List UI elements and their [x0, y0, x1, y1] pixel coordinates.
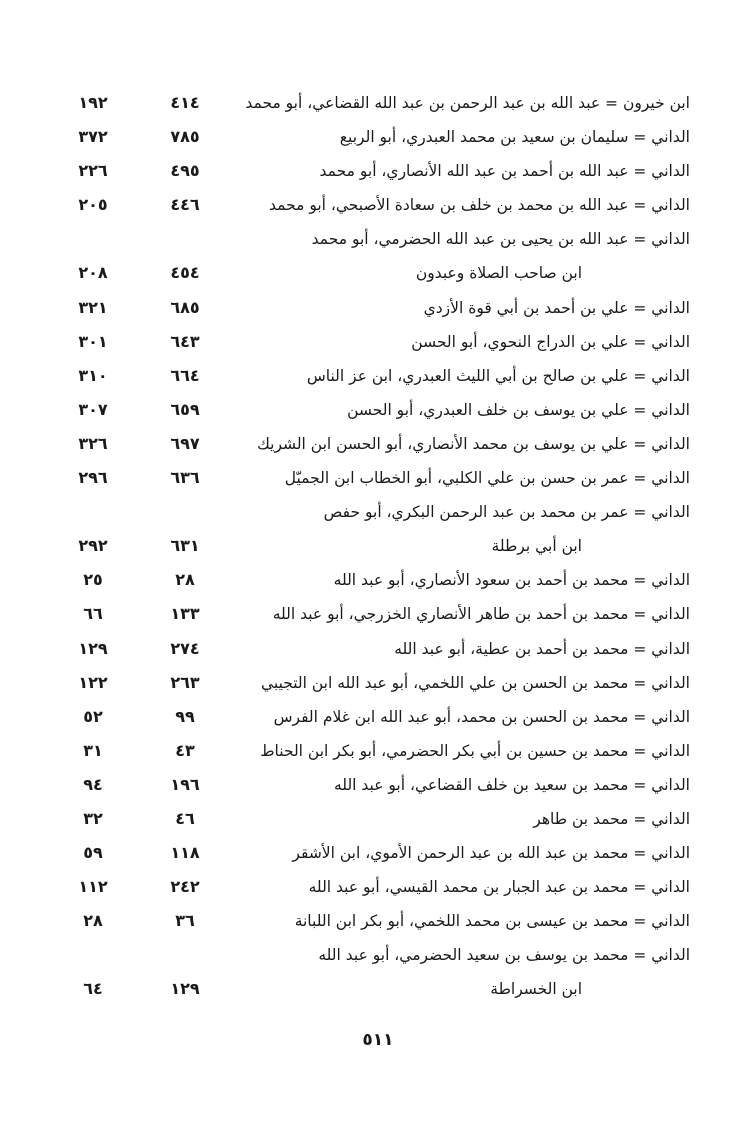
- index-row: [60, 634, 690, 668]
- entry-number: ٤٥٤: [170, 263, 200, 283]
- index-row: [60, 531, 690, 565]
- index-entry-name: الداني = محمد بن عبد الجبار بن محمد القيسي، أبو عبد الله: [308, 878, 690, 897]
- entry-number: ٢٨: [175, 570, 195, 590]
- entry-number: ٦٤٣: [170, 331, 200, 351]
- index-row: [60, 258, 690, 292]
- index-entry-continuation: ابن الخسراطة: [490, 980, 582, 999]
- page-reference: ٢٢٦: [78, 161, 108, 181]
- entry-number: ١٢٩: [170, 979, 200, 999]
- index-entry-name: الداني = محمد بن الحسن بن علي اللخمي، أبو عبد الله ابن التجيبي: [260, 673, 690, 692]
- index-entry-name: الداني = محمد بن الحسن بن محمد، أبو عبد الله ابن غلام الفرس: [273, 707, 690, 726]
- index-entry-name: الداني = محمد بن أحمد بن سعود الأنصاري، أبو عبد الله: [333, 571, 690, 590]
- index-list: [60, 88, 690, 1009]
- index-row: [60, 940, 690, 974]
- entry-number: ٤٤٦: [170, 195, 200, 215]
- index-row: [60, 156, 690, 190]
- index-row: [60, 497, 690, 531]
- index-row: [60, 770, 690, 804]
- entry-number: ٩٩: [175, 706, 195, 726]
- entry-number: ٤٣: [175, 740, 195, 760]
- index-row: [60, 974, 690, 1008]
- page-reference: ١١٢: [78, 877, 108, 897]
- page-reference: ٥٢: [83, 706, 103, 726]
- index-entry-name: الداني = عمر بن محمد بن عبد الرحمن البكري، أبو حفص: [323, 503, 690, 522]
- entry-number: ٦٨٥: [170, 297, 200, 317]
- page-reference: ٢٠٨: [78, 263, 108, 283]
- index-row: [60, 565, 690, 599]
- page-reference: ٣٠٧: [78, 399, 108, 419]
- page-reference: ٢٥: [83, 570, 103, 590]
- index-row: [60, 122, 690, 156]
- index-entry-name: الداني = سليمان بن سعيد بن محمد العبدري، أبو الربيع: [339, 128, 690, 147]
- index-row: [60, 429, 690, 463]
- index-entry-name: الداني = محمد بن يوسف بن سعيد الحضرمي، أبو عبد الله: [318, 946, 690, 965]
- index-entry-name: الداني = علي بن يوسف بن محمد الأنصاري، أبو الحسن ابن الشريك: [257, 434, 690, 453]
- index-entry-name: الداني = محمد بن أحمد بن طاهر الأنصاري الخزرجي، أبو عبد الله: [272, 605, 690, 624]
- entry-number: ٢٧٤: [170, 638, 200, 658]
- page-reference: ٦٦: [83, 604, 103, 624]
- page-reference: ١٩٢: [78, 93, 108, 112]
- index-entry-name: الداني = عمر بن حسن بن علي الكلبي، أبو الخطاب ابن الجميّل: [284, 469, 690, 488]
- entry-number: ٧٨٥: [170, 127, 200, 147]
- index-entry-name: الداني = محمد بن طاهر: [533, 809, 690, 828]
- entry-number: ٦٣١: [170, 536, 200, 556]
- index-row: [60, 190, 690, 224]
- index-row: [60, 599, 690, 633]
- page-reference: ٣٢: [83, 808, 103, 828]
- index-entry-name: الداني = عبد الله بن أحمد بن عبد الله الأنصاري، أبو محمد: [319, 162, 690, 181]
- entry-number: ٣٦: [175, 911, 195, 931]
- page-reference: ٢٨: [83, 911, 103, 931]
- page-reference: ٢٠٥: [78, 195, 108, 215]
- page-number: ٥١١: [362, 1030, 394, 1050]
- index-row: [60, 88, 690, 122]
- index-entry-name: الداني = عبد الله بن يحيى بن عبد الله الحضرمي، أبو محمد: [311, 230, 690, 249]
- page-reference: ٣٢١: [78, 297, 108, 317]
- index-entry-name: الداني = عبد الله بن محمد بن خلف بن سعادة الأصبحي، أبو محمد: [268, 196, 690, 215]
- index-entry-name: الداني = محمد بن عبد الله بن عبد الرحمن الأموي، ابن الأشقر: [292, 844, 690, 863]
- index-entry-name: الداني = علي بن صالح بن أبي الليث العبدري، ابن عز الناس: [306, 366, 690, 385]
- page-reference: ٢٩٢: [78, 536, 108, 556]
- entry-number: ٤٩٥: [170, 161, 200, 181]
- entry-number: ٦٣٦: [170, 468, 200, 488]
- page-reference: ٣٧٢: [78, 127, 108, 147]
- index-row: [60, 702, 690, 736]
- entry-number: ٦٦٤: [170, 365, 200, 385]
- page-reference: ٣١٠: [78, 365, 108, 385]
- entry-number: ٢٦٣: [170, 672, 200, 692]
- index-entry-name: الداني = محمد بن سعيد بن خلف القضاعي، أبو عبد الله: [334, 775, 690, 794]
- index-row: [60, 838, 690, 872]
- page-reference: ١٢٩: [78, 638, 108, 658]
- index-row: [60, 668, 690, 702]
- entry-number: ١١٨: [170, 843, 200, 863]
- index-row: [60, 736, 690, 770]
- index-row: [60, 804, 690, 838]
- page-reference: ٣١: [83, 740, 103, 760]
- page-reference: ٢٩٦: [78, 468, 108, 488]
- entry-number: ١٣٣: [170, 604, 200, 624]
- page-reference: ٣٠١: [78, 331, 108, 351]
- page-reference: ٣٢٦: [78, 433, 108, 453]
- index-entry-name: ابن خيرون = عبد الله بن عبد الرحمن بن عبد الله القضاعي، أبو محمد: [245, 94, 690, 112]
- index-row: [60, 361, 690, 395]
- index-row: [60, 327, 690, 361]
- index-entry-name: الداني = محمد بن حسين بن أبي بكر الحضرمي، أبو بكر ابن الحناط: [260, 741, 690, 760]
- index-row: [60, 872, 690, 906]
- entry-number: ٦٥٩: [170, 399, 200, 419]
- entry-number: ١٩٦: [170, 774, 200, 794]
- index-entry-name: الداني = علي بن يوسف بن خلف العبدري، أبو الحسن: [347, 400, 690, 419]
- page-reference: ١٢٢: [78, 672, 108, 692]
- entry-number: ٤٦: [175, 808, 195, 828]
- index-entry-continuation: ابن صاحب الصلاة وعبدون: [415, 264, 582, 283]
- index-row: [60, 906, 690, 940]
- page-reference: ٩٤: [83, 774, 103, 794]
- index-row: [60, 293, 690, 327]
- index-entry-name: الداني = علي بن أحمد بن أبي قوة الأزدي: [423, 298, 690, 317]
- page-reference: ٦٤: [83, 979, 103, 999]
- index-entry-name: الداني = محمد بن عيسى بن محمد اللخمي، أبو بكر ابن اللبانة: [294, 912, 690, 931]
- index-row: [60, 224, 690, 258]
- index-entry-continuation: ابن أبي برطلة: [491, 537, 582, 556]
- page-reference: ٥٩: [83, 843, 103, 863]
- entry-number: ٤١٤: [170, 93, 200, 112]
- entry-number: ٦٩٧: [170, 433, 200, 453]
- index-row: [60, 395, 690, 429]
- entry-number: ٢٤٢: [170, 877, 200, 897]
- index-entry-name: الداني = علي بن الدراج النحوي، أبو الحسن: [411, 332, 690, 351]
- index-entry-name: الداني = محمد بن أحمد بن عطية، أبو عبد الله: [394, 639, 690, 658]
- index-row: [60, 463, 690, 497]
